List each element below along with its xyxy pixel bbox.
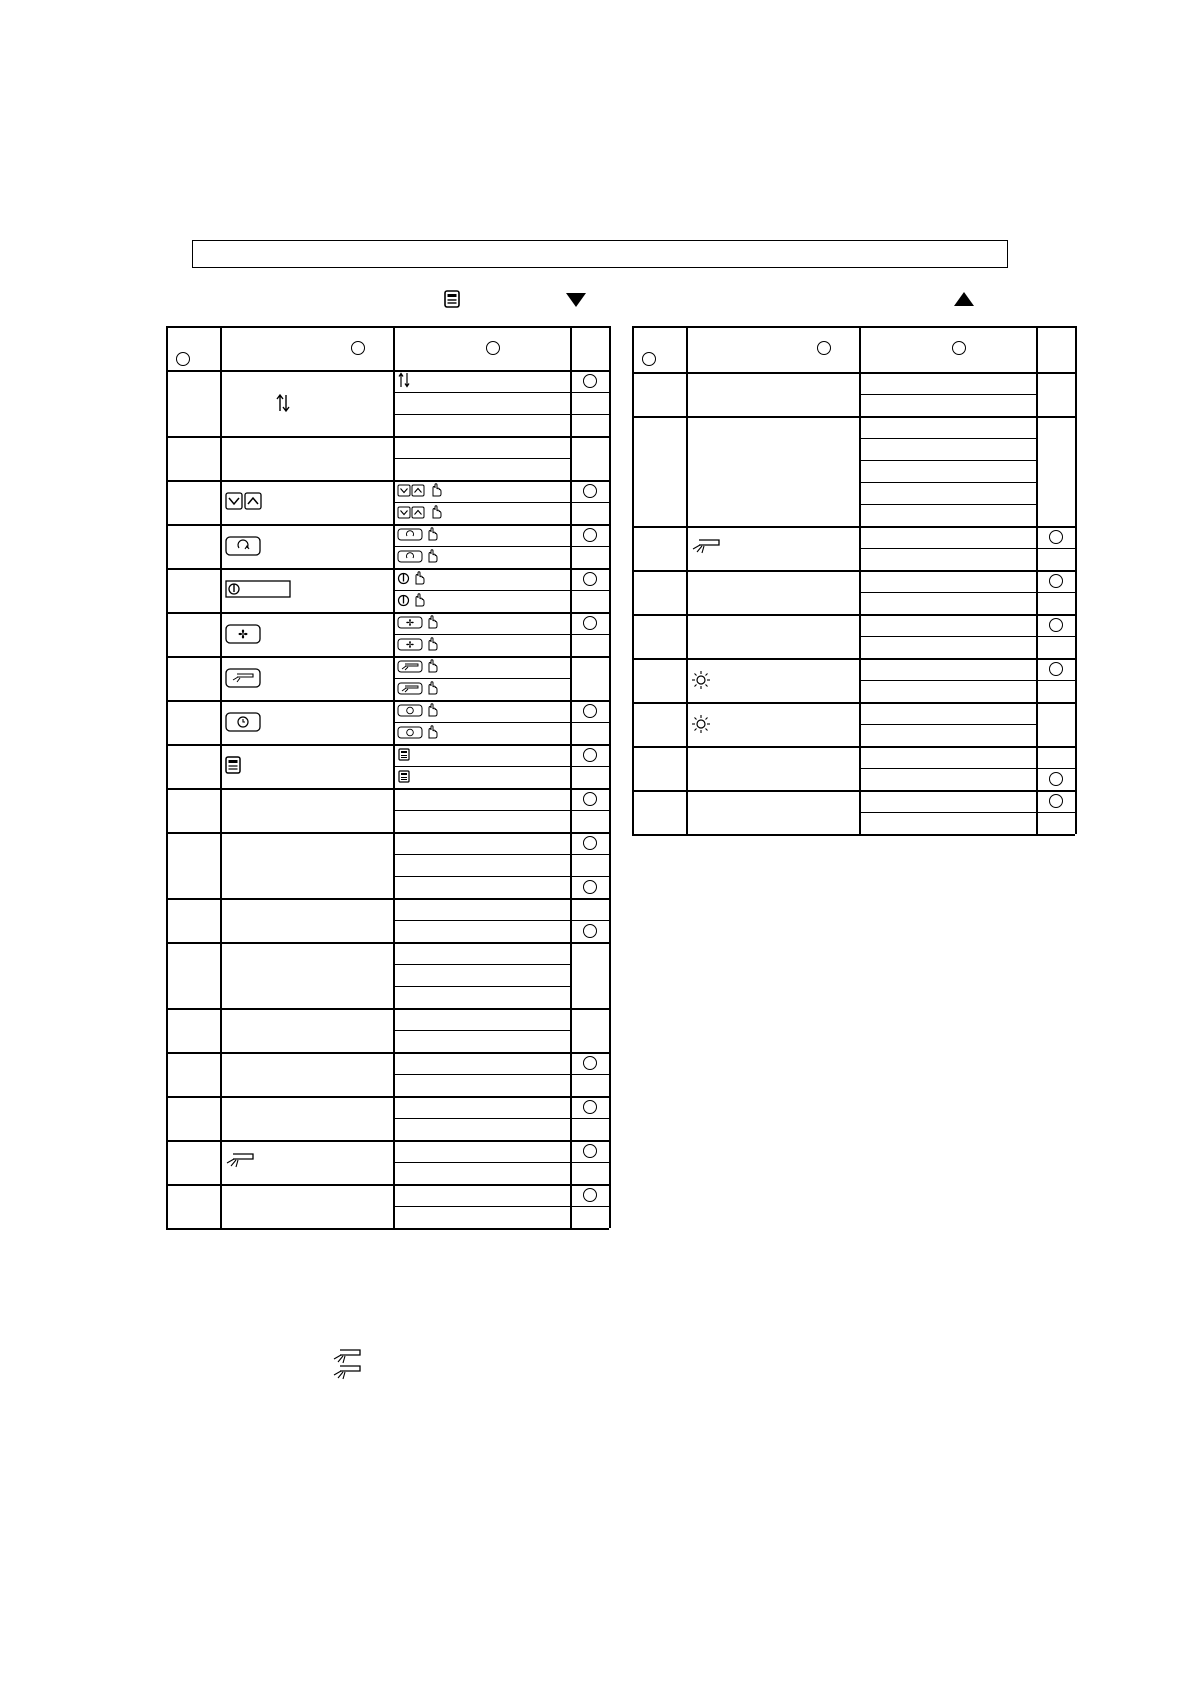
left-table-header-circle	[351, 341, 365, 355]
power-button-icon	[225, 580, 291, 598]
sun-icon	[691, 714, 711, 734]
hand-press-icon	[425, 549, 439, 563]
right-table-subrow-rule	[859, 680, 1075, 681]
hand-press-icon	[425, 725, 439, 739]
status-circle	[583, 374, 597, 388]
right-table-row-rule	[632, 526, 1075, 528]
right-table-header-circle	[817, 341, 831, 355]
left-table-subrow-rule	[393, 678, 570, 679]
hand-press-icon	[425, 527, 439, 541]
hand-press-icon	[425, 615, 439, 629]
status-circle	[583, 704, 597, 718]
left-table-subrow-rule	[393, 590, 609, 591]
display-small-icon	[398, 770, 410, 783]
left-table-subrow-rule	[393, 1074, 609, 1075]
down-up-button-small-icon	[397, 506, 427, 519]
right-table-row-rule	[632, 702, 1075, 704]
left-table-row-rule	[166, 1184, 609, 1186]
right-table-row-rule	[632, 570, 1075, 572]
right-table-subrow-rule	[859, 504, 1036, 505]
left-table-subrow-rule	[393, 854, 609, 855]
timer-button-icon	[225, 712, 261, 732]
left-table-subrow-rule	[393, 1030, 570, 1031]
left-table-row-rule	[166, 1052, 609, 1054]
right-table-col-rule	[632, 326, 634, 834]
down-up-buttons-icon	[225, 492, 263, 510]
display-icon	[225, 756, 241, 774]
hand-press-icon	[425, 703, 439, 717]
timer-button-small-icon	[397, 704, 423, 717]
right-table-col-rule	[1075, 326, 1077, 834]
status-circle	[583, 792, 597, 806]
right-table-col-rule	[1036, 326, 1038, 834]
status-circle	[583, 1056, 597, 1070]
right-table-subrow-rule	[859, 438, 1036, 439]
display-small-icon	[398, 748, 410, 761]
left-table-col-rule	[609, 326, 611, 1228]
status-circle	[583, 880, 597, 894]
left-table-subrow-rule	[393, 458, 570, 459]
left-table-row-rule	[166, 480, 609, 482]
recycle-button-small-icon	[397, 528, 423, 541]
hand-press-icon	[412, 571, 426, 585]
right-table-top-border	[632, 326, 1075, 328]
left-table-subrow-rule	[393, 986, 570, 987]
status-circle	[1049, 662, 1063, 676]
fan-button-small-icon	[397, 616, 423, 629]
status-circle	[583, 528, 597, 542]
hand-press-icon	[425, 681, 439, 695]
left-table-subrow-rule	[393, 920, 609, 921]
left-table-col-rule	[570, 326, 572, 1228]
left-table-row-rule	[166, 436, 609, 438]
left-table-top-border	[166, 326, 609, 328]
right-table-row-rule	[632, 416, 1075, 418]
swing-button-icon	[225, 668, 261, 688]
hand-press-icon	[412, 593, 426, 607]
left-table-row-rule	[166, 612, 609, 614]
updown-arrows-icon	[276, 393, 290, 413]
left-table-subrow-rule	[393, 546, 609, 547]
louver-icon	[691, 538, 721, 554]
power-button-small-icon	[397, 594, 410, 607]
power-button-small-icon	[397, 572, 410, 585]
left-table-header-circle	[486, 341, 500, 355]
hand-press-icon	[429, 505, 443, 519]
left-table-subrow-rule	[393, 502, 609, 503]
status-circle	[583, 924, 597, 938]
left-table-subrow-rule	[393, 964, 570, 965]
left-table-row-rule	[166, 744, 609, 746]
recycle-button-small-icon	[397, 550, 423, 563]
left-table-subrow-rule	[393, 876, 609, 877]
left-table-row-rule	[166, 942, 609, 944]
right-table-subrow-rule	[859, 592, 1075, 593]
right-table-subrow-rule	[859, 724, 1036, 725]
right-table-subrow-rule	[859, 548, 1075, 549]
louver-icon	[332, 1348, 362, 1364]
display-icon	[444, 290, 460, 308]
right-table-header-rule	[632, 372, 1075, 374]
status-circle	[1049, 618, 1063, 632]
left-table-row-rule	[166, 788, 609, 790]
right-table-header-circle	[642, 352, 656, 366]
left-table-row-rule	[166, 656, 609, 658]
status-circle	[583, 572, 597, 586]
left-table-row-rule	[166, 1008, 609, 1010]
louver-icon	[225, 1152, 255, 1168]
right-table-header-circle	[952, 341, 966, 355]
recycle-button-icon	[225, 536, 261, 556]
fan-button-icon	[225, 624, 261, 644]
right-table-col-rule	[686, 326, 688, 834]
left-table-row-rule	[166, 568, 609, 570]
right-table-row-rule	[632, 790, 1075, 792]
left-table-header-rule	[166, 370, 609, 372]
left-table-header-circle	[176, 352, 190, 366]
right-table-subrow-rule	[859, 768, 1075, 769]
right-table-row-rule	[632, 658, 1075, 660]
fan-button-small-icon	[397, 638, 423, 651]
header-box	[192, 240, 1008, 268]
status-circle	[1049, 772, 1063, 786]
right-table-row-rule	[632, 614, 1075, 616]
right-table-row-rule	[632, 746, 1075, 748]
status-circle	[1049, 574, 1063, 588]
right-table-subrow-rule	[859, 636, 1075, 637]
right-table-subrow-rule	[859, 482, 1036, 483]
hand-press-icon	[429, 483, 443, 497]
left-table-row-rule	[166, 700, 609, 702]
left-table-row-rule	[166, 898, 609, 900]
left-table-subrow-rule	[393, 392, 609, 393]
sun-icon	[691, 670, 711, 690]
left-table-subrow-rule	[393, 414, 609, 415]
triangle-down-icon	[566, 293, 586, 307]
triangle-up-icon	[954, 292, 974, 306]
left-table-row-rule	[166, 832, 609, 834]
status-circle	[583, 1100, 597, 1114]
left-table-subrow-rule	[393, 722, 609, 723]
left-table-bottom-border	[166, 1228, 609, 1230]
left-table-subrow-rule	[393, 1162, 609, 1163]
left-table-subrow-rule	[393, 1206, 609, 1207]
left-table-col-rule	[166, 326, 168, 1228]
left-table-subrow-rule	[393, 634, 609, 635]
status-circle	[583, 1188, 597, 1202]
left-table-row-rule	[166, 1140, 609, 1142]
hand-press-icon	[425, 637, 439, 651]
right-table-subrow-rule	[859, 394, 1036, 395]
right-table-subrow-rule	[859, 460, 1036, 461]
louver-icon	[332, 1364, 362, 1380]
left-table-subrow-rule	[393, 810, 609, 811]
status-circle	[583, 1144, 597, 1158]
status-circle	[583, 616, 597, 630]
updown-arrows-icon	[398, 372, 410, 388]
right-table-col-rule	[859, 326, 861, 834]
status-circle	[583, 748, 597, 762]
left-table-row-rule	[166, 524, 609, 526]
right-table-subrow-rule	[859, 812, 1075, 813]
left-table-col-rule	[393, 326, 395, 1228]
timer-button-small-icon	[397, 726, 423, 739]
status-circle	[583, 836, 597, 850]
swing-button-small-icon	[397, 682, 423, 695]
right-table-bottom-border	[632, 834, 1075, 836]
left-table-col-rule	[220, 326, 222, 1228]
status-circle	[583, 484, 597, 498]
status-circle	[1049, 530, 1063, 544]
swing-button-small-icon	[397, 660, 423, 673]
down-up-button-small-icon	[397, 484, 427, 497]
left-table-subrow-rule	[393, 766, 609, 767]
left-table-subrow-rule	[393, 1118, 609, 1119]
status-circle	[1049, 794, 1063, 808]
hand-press-icon	[425, 659, 439, 673]
left-table-row-rule	[166, 1096, 609, 1098]
